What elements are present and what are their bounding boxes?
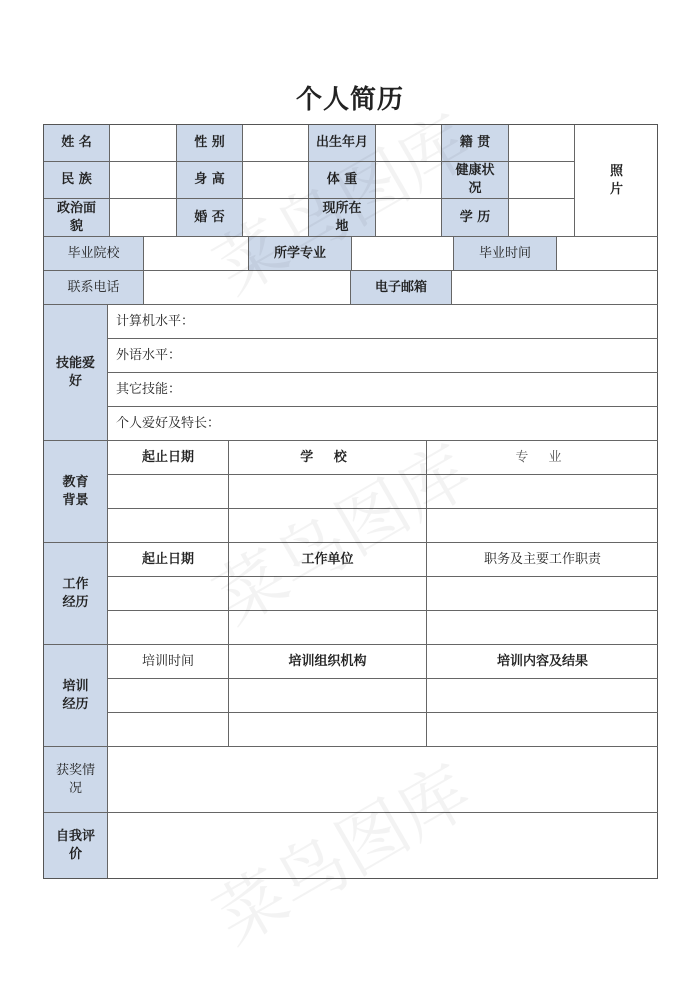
work-cell[interactable] [229, 577, 427, 611]
train-header-time: 培训时间 [108, 645, 229, 679]
field-school[interactable] [144, 237, 249, 271]
field-major[interactable] [352, 237, 454, 271]
field-grad-time[interactable] [557, 237, 658, 271]
label-self-eval: 自我评价 [44, 813, 108, 878]
work-header-duty: 职务及主要工作职责 [427, 543, 658, 577]
label-political: 政治面貌 [44, 199, 110, 237]
work-header-date: 起止日期 [108, 543, 229, 577]
label-skills: 技能爱好 [44, 305, 108, 441]
label-phone: 联系电话 [44, 271, 144, 305]
label-awards: 获奖情况 [44, 747, 108, 813]
label-work: 工作经历 [44, 543, 108, 645]
work-cell[interactable] [427, 577, 658, 611]
train-cell[interactable] [108, 713, 229, 747]
edu-cell[interactable] [229, 509, 427, 543]
edu-header-major: 专 业 [427, 441, 658, 475]
field-birth[interactable] [376, 125, 442, 162]
edu-cell[interactable] [229, 475, 427, 509]
skill-hobby[interactable]: 个人爱好及特长： [108, 407, 658, 441]
field-gender[interactable] [243, 125, 309, 162]
label-native: 籍 贯 [442, 125, 509, 162]
label-health: 健康状况 [442, 162, 509, 199]
field-marital[interactable] [243, 199, 309, 237]
edu-header-date: 起止日期 [108, 441, 229, 475]
skill-language[interactable]: 外语水平： [108, 339, 658, 373]
work-cell[interactable] [427, 611, 658, 645]
label-training: 培训经历 [44, 645, 108, 747]
field-political[interactable] [110, 199, 177, 237]
field-health[interactable] [509, 162, 575, 199]
edu-cell[interactable] [108, 509, 229, 543]
label-major: 所学专业 [249, 237, 352, 271]
label-residence: 现所在地 [309, 199, 376, 237]
edu-cell[interactable] [427, 509, 658, 543]
work-cell[interactable] [229, 611, 427, 645]
field-education[interactable] [509, 199, 575, 237]
skill-other[interactable]: 其它技能： [108, 373, 658, 407]
train-cell[interactable] [229, 713, 427, 747]
train-header-content: 培训内容及结果 [427, 645, 658, 679]
label-height: 身 高 [177, 162, 243, 199]
resume-table [43, 124, 658, 879]
field-native[interactable] [509, 125, 575, 162]
field-height[interactable] [243, 162, 309, 199]
train-header-org: 培训组织机构 [229, 645, 427, 679]
photo-cell[interactable]: 照片 [575, 125, 658, 237]
label-grad-time: 毕业时间 [454, 237, 557, 271]
label-education: 学 历 [442, 199, 509, 237]
edu-cell[interactable] [108, 475, 229, 509]
label-education-bg: 教育背景 [44, 441, 108, 543]
label-school: 毕业院校 [44, 237, 144, 271]
field-self-eval[interactable] [108, 813, 658, 878]
field-awards[interactable] [108, 747, 658, 813]
edu-header-school: 学 校 [229, 441, 427, 475]
page-title: 个人简历 [295, 85, 404, 115]
work-cell[interactable] [108, 611, 229, 645]
work-cell[interactable] [108, 577, 229, 611]
field-email[interactable] [452, 271, 658, 305]
field-weight[interactable] [376, 162, 442, 199]
work-header-company: 工作单位 [229, 543, 427, 577]
label-ethnicity: 民 族 [44, 162, 110, 199]
field-phone[interactable] [144, 271, 351, 305]
field-name[interactable] [110, 125, 177, 162]
label-birth: 出生年月 [309, 125, 376, 162]
field-ethnicity[interactable] [110, 162, 177, 199]
edu-cell[interactable] [427, 475, 658, 509]
train-cell[interactable] [427, 713, 658, 747]
label-email: 电子邮箱 [351, 271, 452, 305]
skill-computer[interactable]: 计算机水平： [108, 305, 658, 339]
label-name: 姓 名 [44, 125, 110, 162]
train-cell[interactable] [108, 679, 229, 713]
train-cell[interactable] [229, 679, 427, 713]
train-cell[interactable] [427, 679, 658, 713]
label-marital: 婚 否 [177, 199, 243, 237]
label-weight: 体 重 [309, 162, 376, 199]
label-gender: 性 别 [177, 125, 243, 162]
field-residence[interactable] [376, 199, 442, 237]
